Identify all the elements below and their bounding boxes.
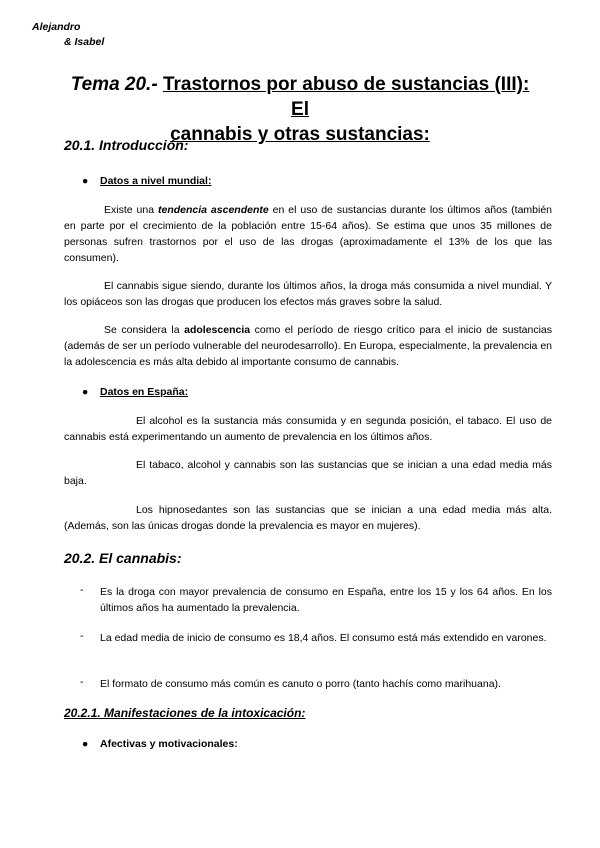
dash-icon: - — [80, 676, 84, 688]
paragraph-tabaco: El tabaco, alcohol y cannabis son las sustancias que se inician a una edad media más baja. — [64, 459, 552, 487]
dash-icon: - — [80, 630, 84, 642]
bullet-dot-icon: ● — [82, 386, 89, 398]
bullet-datos-mundial — [82, 175, 211, 187]
paragraph-hipnosedantes: Los hipnosedantes son las sustancias que se inician a una edad media más alta. (Además, son las únicas drogas donde la prevalencia es mayor en mujeres). — [64, 504, 552, 532]
title-line-1: Trastornos por abuso de sustancias (III): El — [162, 74, 530, 120]
text-run: Se considera la — [104, 324, 185, 336]
text-run: como el período de riesgo crítico para el inicio de sustancias (además de ser un período vulnerable del neurodesarrollo). En Europa, especialmente, la prevalencia en la adolescencia es más alta debido al importante consumo de cannabis. — [64, 324, 553, 368]
bullet-afectivas — [82, 738, 238, 750]
title-line-2: cannabis y otras sustancias: — [170, 124, 430, 145]
emphasis-text: adolescencia — [184, 324, 251, 336]
bullet-label: Afectivas y motivacionales: — [100, 738, 238, 750]
emphasis-text: tendencia ascendente — [157, 204, 269, 216]
bullet-dot-icon: ● — [82, 175, 89, 187]
title-lead: Tema 20.- — [70, 74, 158, 95]
author-1: Alejandro — [32, 21, 81, 33]
list-item: El formato de consumo más común es canuto o porro (tanto hachís como marihuana). — [100, 678, 501, 690]
list-item: La edad media de inicio de consumo es 18,4 años. El consumo está más extendido en varones. — [100, 632, 547, 644]
section-heading-cannabis: 20.2. El cannabis: — [64, 550, 182, 566]
dash-icon: - — [80, 584, 84, 596]
section-heading-intro: 20.1. Introducción: — [64, 137, 189, 153]
paragraph-adolescencia — [64, 322, 552, 370]
text-run: en el uso de sustancias durante los últimos años (también en parte por el crecimiento de la población entre 15-64 años). Se estima que unos 35 millones de personas sufren trastornos por el uso de las drogas (aproximadamente el 13% de los que las consumen). — [64, 204, 553, 264]
authors — [32, 20, 104, 50]
paragraph-tendencia — [64, 202, 552, 266]
bullet-label: Datos en España: — [100, 386, 189, 398]
subsection-heading-intoxicacion: 20.2.1. Manifestaciones de la intoxicación: — [64, 706, 306, 720]
author-2: & Isabel — [64, 36, 105, 48]
text-run: Existe una — [104, 204, 158, 216]
paragraph-alcohol: El alcohol es la sustancia más consumida y en segunda posición, el tabaco. El uso de cannabis está experimentando un aumento de prevalencia en los últimos años. — [64, 415, 552, 443]
page-title — [60, 72, 540, 147]
list-item: Es la droga con mayor prevalencia de consumo en España, entre los 15 y los 64 años. En los últimos años ha aumentado la prevalencia. — [100, 586, 552, 614]
bullet-dot-icon: ● — [82, 738, 89, 750]
bullet-label: Datos a nivel mundial: — [100, 175, 212, 187]
paragraph-cannabis-mundial: El cannabis sigue siendo, durante los últimos años, la droga más consumida a nivel mundial. Y los opiáceos son las drogas que producen los efectos más graves sobre la salud. — [64, 280, 552, 308]
bullet-datos-espana — [82, 386, 188, 398]
